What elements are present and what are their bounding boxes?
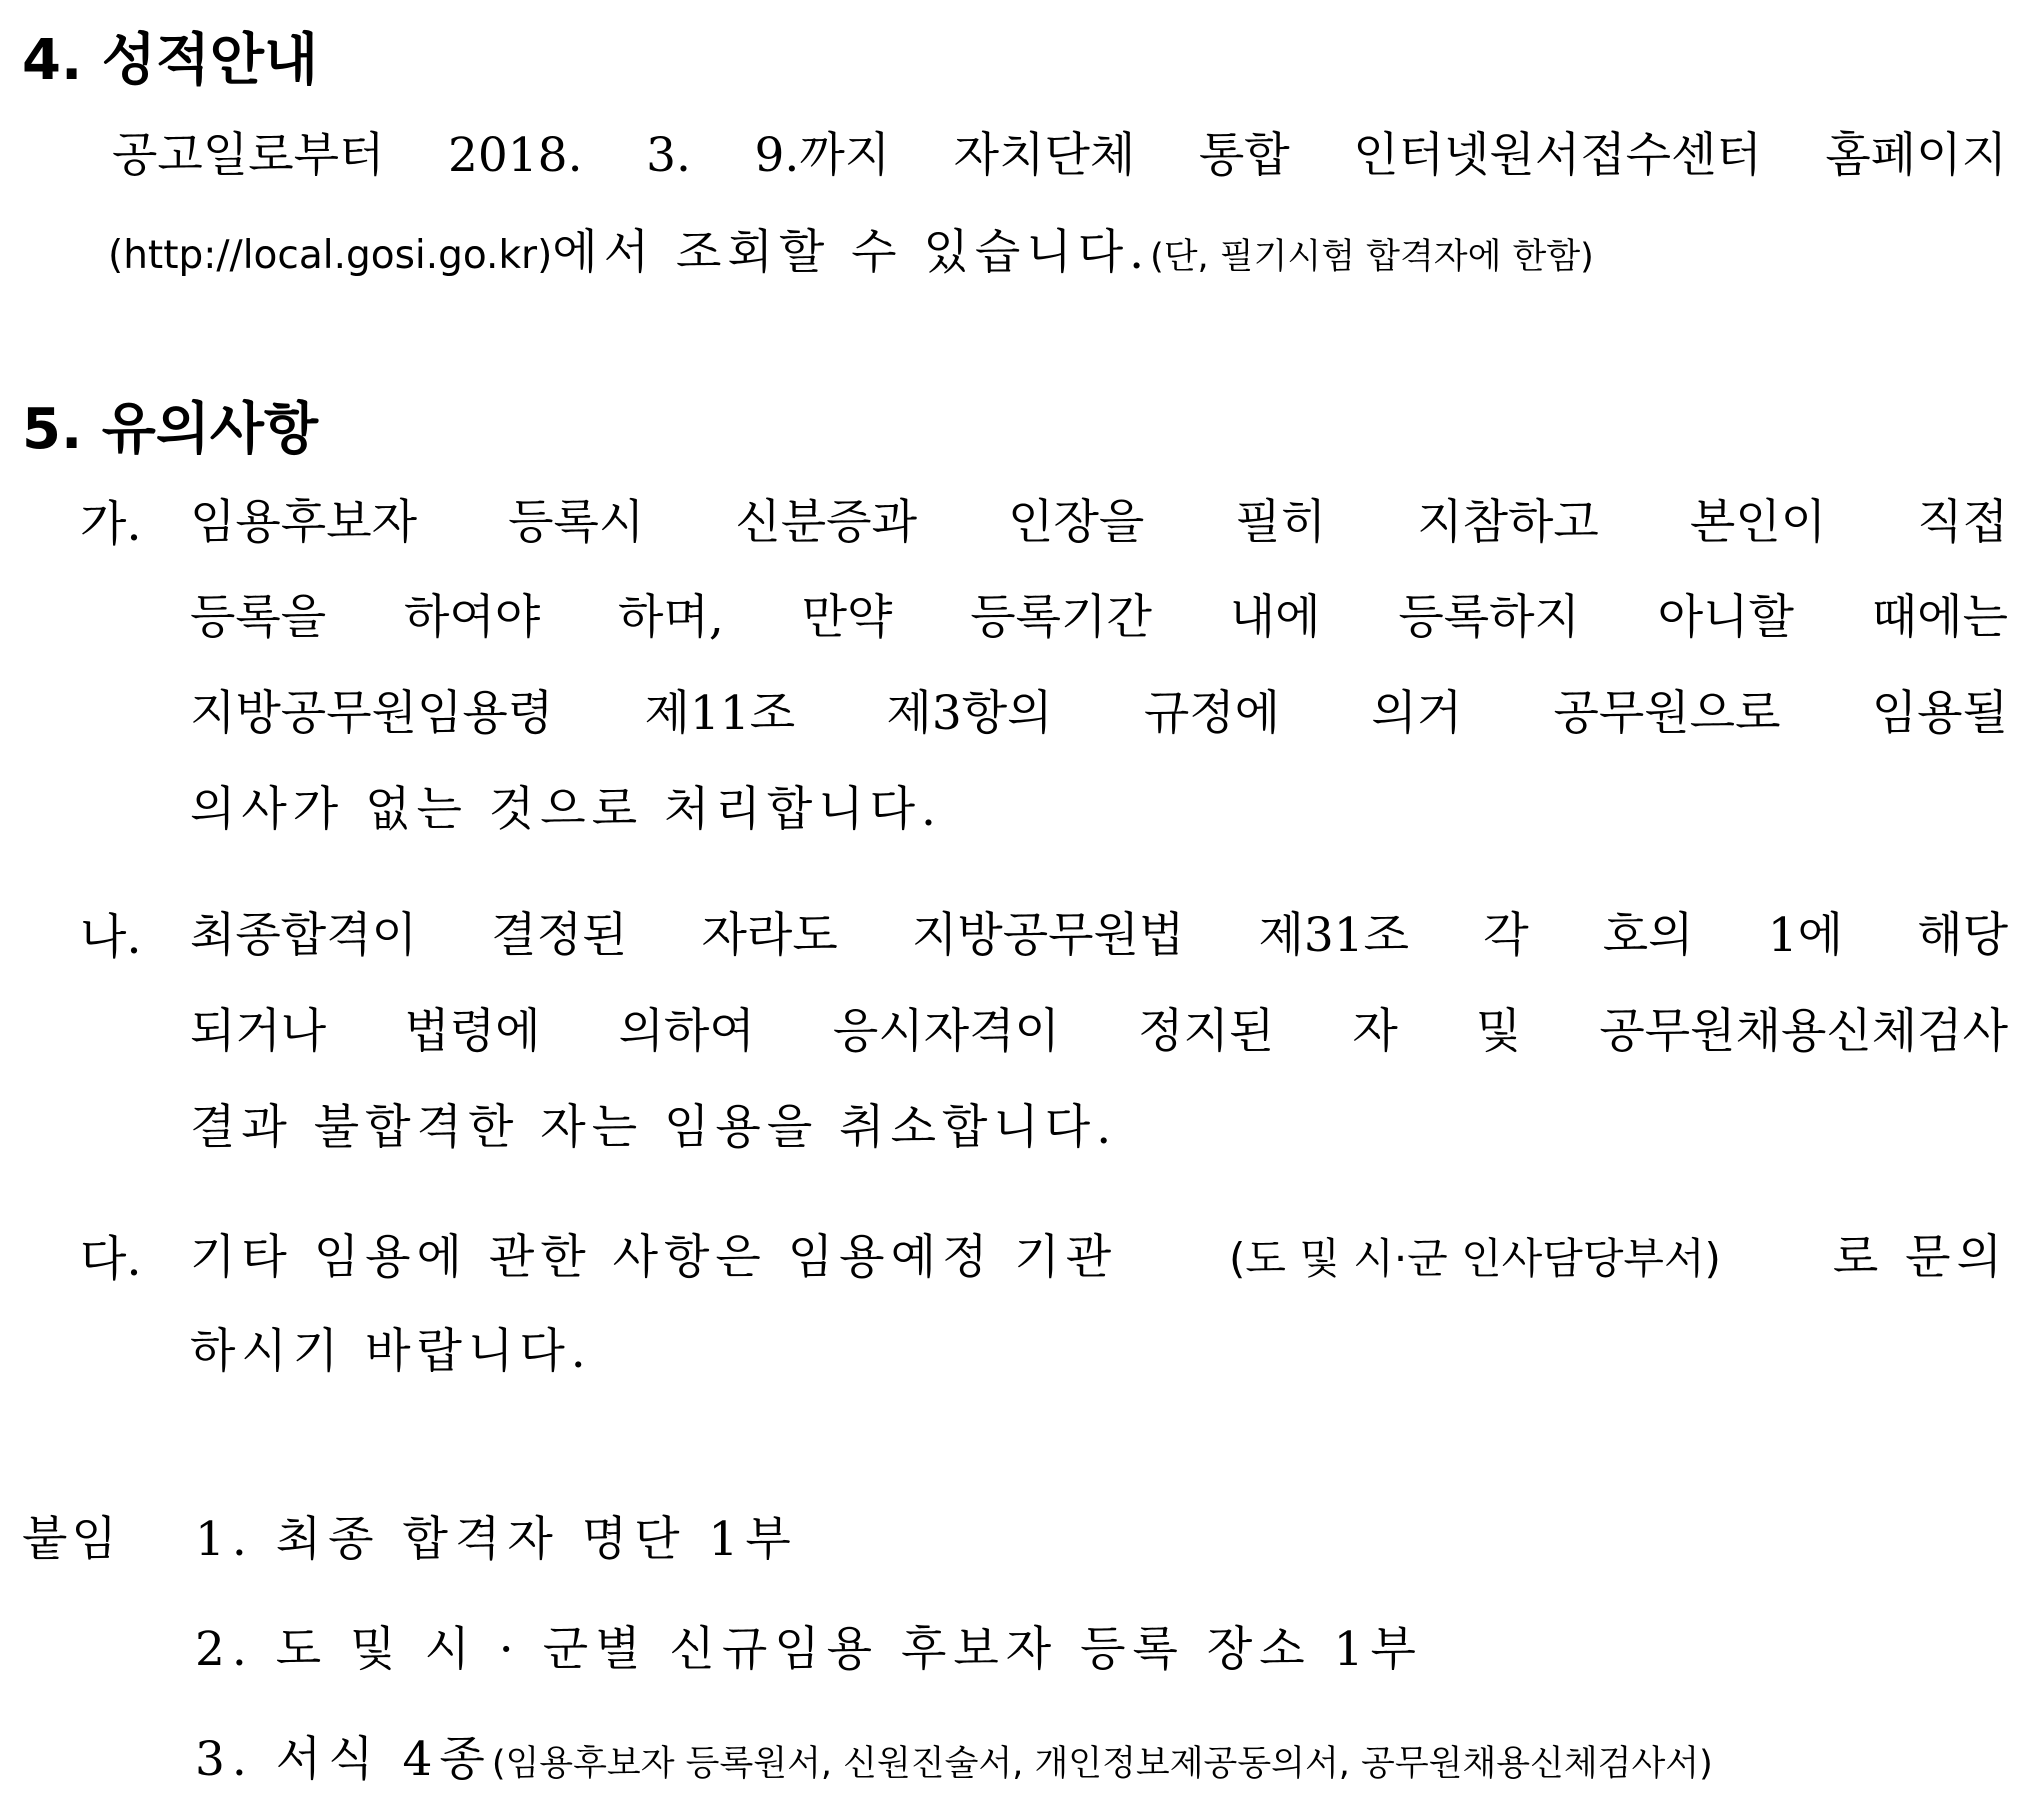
section-4-title: 4. 성적안내	[22, 28, 319, 93]
item-da-line-2: 하시기 바랍니다.	[190, 1324, 592, 1379]
attachment-item-3-text: 3. 서식 4종	[195, 1732, 492, 1787]
item-ga-marker: 가.	[80, 496, 142, 552]
item-na-line-3: 결과 불합격한 자는 임용을 취소합니다.	[190, 1100, 1118, 1155]
item-da-line-1	[190, 1220, 2008, 1287]
item-na-line-2: 되거나 법령에 의하여 응시자격이 정지된 자 및 공무원채용신체검사	[190, 1004, 2008, 1059]
attachment-item-1: 1. 최종 합격자 명단 1부	[195, 1512, 798, 1567]
attachment-item-3	[195, 1722, 1713, 1789]
item-na-marker: 나.	[80, 909, 142, 965]
section-4-line-2	[108, 215, 1594, 282]
section-4-line-2-note: (단, 필기시험 합격자에 한함)	[1150, 237, 1594, 277]
section-4-line-2-text: 에서 조회할 수 있습니다.	[552, 225, 1151, 280]
item-da-marker: 다.	[80, 1231, 142, 1287]
item-da-line-1-text: 기타 임용에 관한 사항은 임용예정 기관	[190, 1230, 1118, 1285]
attachment-item-3-note: (임용후보자 등록원서, 신원진술서, 개인정보제공동의서, 공무원채용신체검사서)	[491, 1744, 1713, 1784]
item-ga-line-3: 지방공무원임용령 제11조 제3항의 규정에 의거 공무원으로 임용될	[190, 686, 2008, 741]
section-5-title: 5. 유의사항	[22, 397, 319, 462]
item-da-line-1-tail: 로 문의	[1832, 1230, 2008, 1285]
item-ga-line-2: 등록을 하여야 하며, 만약 등록기간 내에 등록하지 아니할 때에는	[190, 590, 2008, 645]
item-na-line-1: 최종합격이 결정된 자라도 지방공무원법 제31조 각 호의 1에 해당	[190, 908, 2008, 963]
item-ga-line-1: 임용후보자 등록시 신분증과 인장을 필히 지참하고 본인이 직접	[190, 495, 2008, 550]
item-da-line-1-paren: (도 및 시·군 인사담당부서)	[1229, 1234, 1721, 1283]
item-ga-line-4: 의사가 없는 것으로 처리합니다.	[190, 782, 942, 837]
gosi-url-link[interactable]: (http://local.gosi.go.kr)	[108, 233, 553, 278]
attachment-item-2: 2. 도 및 시 · 군별 신규임용 후보자 등록 장소 1부	[195, 1622, 1423, 1677]
attachments-label: 붙임	[22, 1512, 121, 1567]
section-4-line-1: 공고일로부터 2018. 3. 9.까지 자치단체 통합 인터넷원서접수센터 홈페이지	[112, 128, 2007, 183]
